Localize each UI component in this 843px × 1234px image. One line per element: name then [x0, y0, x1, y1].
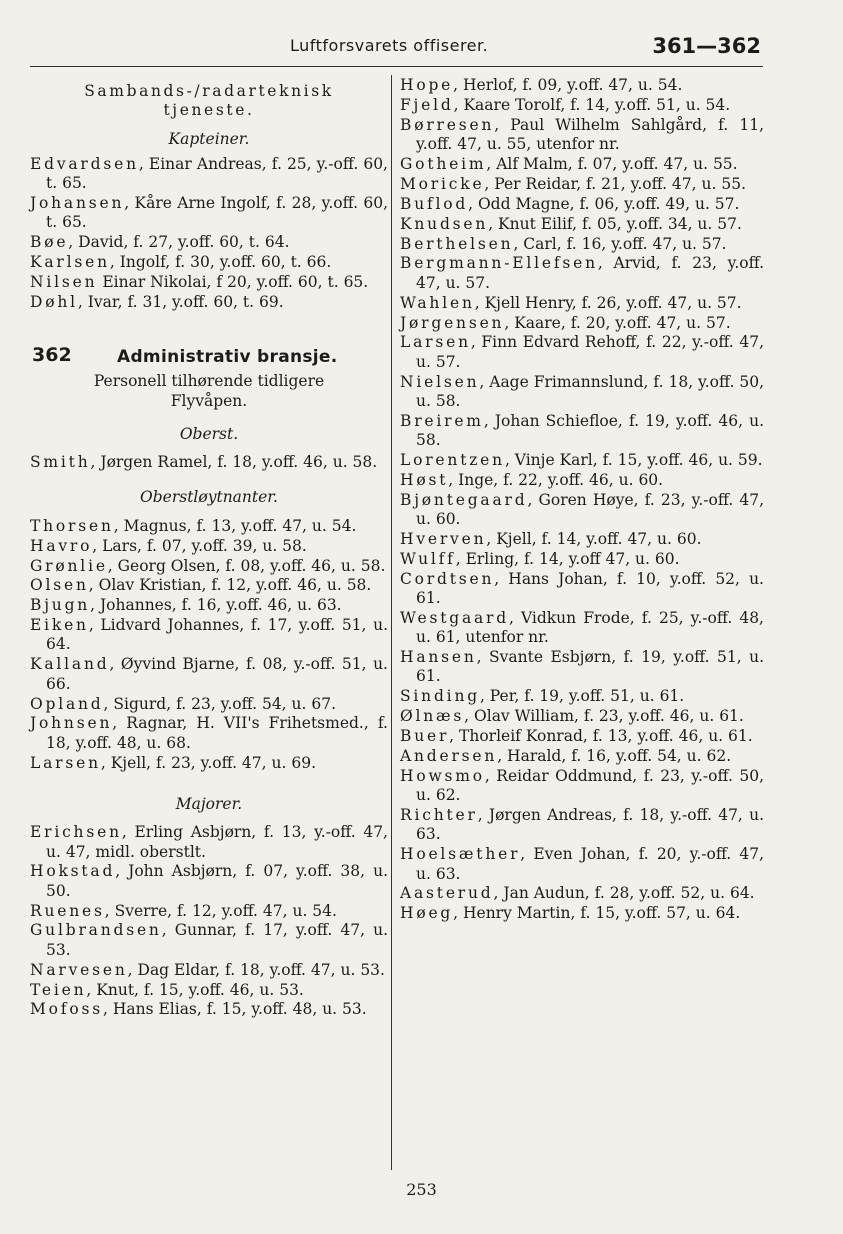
rank-heading-oberstloytnanter: Oberstløytnanter.	[140, 488, 278, 507]
officer-entry	[400, 648, 764, 687]
officer-entry	[400, 767, 764, 806]
officer-details: , Kåre Arne Ingolf, f. 28, y.off. 60, t. 65.	[46, 194, 388, 232]
officer-surname: Hverven	[400, 529, 487, 548]
officer-surname: Lorentzen	[400, 450, 505, 469]
officer-entry	[30, 233, 388, 252]
officer-entry	[400, 76, 764, 95]
right-column	[400, 76, 764, 924]
officer-entry	[30, 862, 388, 901]
rank-heading-kapteiner: Kapteiner.	[168, 129, 250, 148]
officer-entry	[400, 727, 764, 746]
officer-surname: Grønlie	[30, 556, 108, 575]
officer-surname: Mofoss	[30, 1000, 103, 1019]
officer-entry	[30, 981, 388, 1000]
officer-surname: Buflod	[400, 194, 469, 213]
officer-details: , Kaare Torolf, f. 14, y.off. 51, u. 54.	[453, 95, 731, 114]
officer-details: , Lars, f. 07, y.off. 39, u. 58.	[92, 536, 307, 555]
officer-surname: Buer	[400, 727, 450, 746]
officer-entry	[30, 537, 388, 556]
officer-entry	[400, 471, 764, 490]
section-number: 362	[32, 344, 72, 367]
officer-entry	[400, 451, 764, 470]
officer-details: , Lidvard Johannes, f. 17, y.off. 51, u. 64.	[46, 616, 388, 654]
section-subtitle-line1: Personell tilhørende tidligere	[93, 372, 325, 391]
officer-entry	[400, 687, 764, 706]
officer-details: , Dag Eldar, f. 18, y.off. 47, u. 53.	[127, 960, 385, 979]
officer-entry	[400, 747, 764, 766]
officer-entry	[30, 902, 388, 921]
officer-surname: Westgaard	[400, 608, 509, 627]
officer-entry	[30, 714, 388, 753]
officer-surname: Johnsen	[30, 714, 113, 733]
officer-details: , Vinje Karl, f. 15, y.off. 46, u. 59.	[504, 450, 763, 469]
majorer-continued-list	[400, 76, 764, 924]
officer-surname: Høeg	[400, 904, 454, 923]
officer-surname: Fjeld	[400, 95, 454, 114]
officer-details: , Ragnar, H. VII's Frihetsmed., f. 18, y.off. 48, u. 68.	[46, 714, 388, 752]
officer-surname: Høst	[400, 470, 449, 489]
officer-details: , Jan Audun, f. 28, y.off. 52, u. 64.	[493, 884, 755, 903]
officer-entry	[400, 609, 764, 648]
officer-surname: Wahlen	[400, 293, 475, 312]
officer-surname: Johansen	[30, 194, 125, 213]
officer-surname: Bergmann-Ellefsen	[400, 254, 598, 273]
officer-details: , Even Johan, f. 20, y.-off. 47, u. 63.	[416, 845, 764, 883]
officer-surname: Erichsen	[30, 823, 122, 842]
officer-surname: Aasterud	[400, 884, 494, 903]
officer-entry	[400, 175, 764, 194]
officer-details: , Ivar, f. 31, y.off. 60, t. 69.	[77, 292, 284, 311]
officer-entry	[30, 921, 388, 960]
officer-details: , Thorleif Konrad, f. 13, y.off. 46, u. 61.	[449, 727, 753, 746]
officer-details: , Johannes, f. 16, y.off. 46, u. 63.	[90, 596, 342, 615]
officer-surname: Hoelsæther	[400, 845, 521, 864]
officer-details: , Sigurd, f. 23, y.off. 54, u. 67.	[103, 694, 337, 713]
officer-entry	[400, 707, 764, 726]
officer-entry	[30, 273, 388, 292]
officer-surname: Edvardsen	[30, 154, 139, 173]
officer-entry	[400, 155, 764, 174]
officer-surname: Karlsen	[30, 253, 110, 272]
officer-entry	[30, 754, 388, 773]
officer-surname: Børresen	[400, 115, 495, 134]
officer-surname: Teien	[30, 980, 87, 999]
officer-details: , Olav William, f. 23, y.off. 46, u. 61.	[464, 707, 744, 726]
officer-details: , Gunnar, f. 17, y.off. 47, u. 53.	[46, 921, 388, 959]
officer-details: , Per, f. 19, y.off. 51, u. 61.	[479, 687, 685, 706]
officer-entry	[400, 845, 764, 884]
officer-entry	[400, 254, 764, 293]
officer-entry	[400, 806, 764, 845]
officer-details: , Aage Frimannslund, f. 18, y.off. 50, u. 58.	[416, 372, 764, 410]
officer-details: , Sverre, f. 12, y.off. 47, u. 54.	[104, 901, 337, 920]
officer-details: , Jørgen Ramel, f. 18, y.off. 46, u. 58.	[90, 453, 378, 472]
officer-details: , Paul Wilhelm Sahlgård, f. 11, y.off. 47, u. 55, utenfor nr.	[416, 115, 764, 154]
officer-surname: Larsen	[30, 753, 101, 772]
officer-details: , Arvid, f. 23, y.off. 47, u. 57.	[416, 254, 764, 292]
officer-entry	[400, 904, 764, 923]
officer-entry	[400, 195, 764, 214]
officer-details: , Erling Asbjørn, f. 13, y.-off. 47, u. 47, midl. oberstlt.	[46, 823, 388, 861]
officer-surname: Havro	[30, 536, 93, 555]
officer-details: , Hans Johan, f. 10, y.off. 52, u. 61.	[416, 569, 764, 607]
officer-surname: Bjugn	[30, 596, 91, 615]
officer-entry	[400, 491, 764, 530]
officer-entry	[30, 253, 388, 272]
officer-details: , Hans Elias, f. 15, y.off. 48, u. 53.	[102, 1000, 367, 1019]
officer-entry	[30, 596, 388, 615]
officer-details: , Erling, f. 14, y.off 47, u. 60.	[455, 549, 680, 568]
officer-entry	[30, 293, 388, 312]
officer-entry	[30, 961, 388, 980]
officer-surname: Wulff	[400, 549, 456, 568]
officer-entry	[30, 1000, 388, 1019]
officer-entry	[30, 517, 388, 536]
rank-heading-majorer: Majorer.	[175, 794, 243, 813]
officer-details: , Odd Magne, f. 06, y.off. 49, u. 57.	[468, 194, 740, 213]
officer-entry	[30, 453, 388, 472]
officer-entry	[400, 294, 764, 313]
officer-surname: Ølnæs	[400, 707, 465, 726]
officer-surname: Larsen	[400, 333, 471, 352]
officer-surname: Olsen	[30, 576, 89, 595]
officer-surname: Bjøntegaard	[400, 490, 528, 509]
officer-details: , Kaare, f. 20, y.off. 47, u. 57.	[504, 313, 731, 332]
officer-surname: Richter	[400, 806, 478, 825]
officer-details: , Carl, f. 16, y.off. 47, u. 57.	[513, 234, 727, 253]
officer-details: , Ingolf, f. 30, y.off. 60, t. 66.	[109, 253, 332, 272]
rank-heading-oberst: Oberst.	[179, 424, 239, 443]
officer-details: , David, f. 27, y.off. 60, t. 64.	[68, 233, 290, 252]
officer-surname: Smith	[30, 453, 91, 472]
officer-details: , Kjell Henry, f. 26, y.off. 47, u. 57.	[474, 293, 742, 312]
officer-details: , Herlof, f. 09, y.off. 47, u. 54.	[453, 76, 683, 94]
officer-surname: Hope	[400, 76, 454, 94]
officer-surname: Howsmo	[400, 766, 485, 785]
majorer-list	[30, 823, 388, 1020]
header-rule	[30, 66, 763, 67]
officer-entry	[400, 96, 764, 115]
officer-entry	[30, 557, 388, 576]
officer-details: , Knut Eilif, f. 05, y.off. 34, u. 57.	[488, 214, 742, 233]
officer-details: , Henry Martin, f. 15, y.off. 57, u. 64.	[453, 904, 741, 923]
kapteiner-list	[30, 155, 388, 312]
officer-entry	[30, 823, 388, 862]
officer-surname: Ruenes	[30, 901, 105, 920]
officer-entry	[400, 333, 764, 372]
officer-surname: Eiken	[30, 616, 89, 635]
officer-details: , Harald, f. 16, y.off. 54, u. 62.	[497, 746, 732, 765]
unit-title-line2: tjeneste.	[163, 101, 255, 120]
oberst-list	[30, 453, 388, 472]
officer-entry	[30, 616, 388, 655]
officer-entry	[400, 314, 764, 333]
officer-details: , Goren Høye, f. 23, y.-off. 47, u. 60.	[416, 490, 764, 529]
officer-details: , Finn Edvard Rehoff, f. 22, y.-off. 47, u. 57.	[416, 333, 764, 371]
section-heading	[30, 344, 388, 372]
officer-details: , Jørgen Andreas, f. 18, y.-off. 47, u. 63.	[416, 806, 764, 844]
officer-entry	[400, 373, 764, 412]
officer-details: , Knut, f. 15, y.off. 46, u. 53.	[86, 980, 304, 999]
officer-entry	[30, 695, 388, 714]
officer-details: , Kjell, f. 23, y.off. 47, u. 69.	[100, 753, 316, 772]
officer-details: , Øyvind Bjarne, f. 08, y.-off. 51, u. 66.	[46, 655, 388, 693]
officer-entry	[400, 116, 764, 155]
officer-entry	[400, 412, 764, 451]
officer-entry	[400, 570, 764, 609]
officer-details: , Per Reidar, f. 21, y.off. 47, u. 55.	[484, 174, 746, 193]
officer-entry	[30, 655, 388, 694]
page-number: 253	[406, 1180, 437, 1199]
column-divider	[391, 75, 392, 1170]
officer-surname: Hansen	[400, 648, 477, 667]
officer-surname: Gotheim	[400, 154, 487, 173]
officer-surname: Sinding	[400, 687, 480, 706]
page-header	[0, 36, 843, 66]
running-title: Luftforsvarets offiserer.	[290, 36, 489, 55]
section-range: 361—362	[652, 34, 761, 58]
officer-entry	[30, 576, 388, 595]
officer-surname: Andersen	[400, 746, 498, 765]
officer-surname: Thorsen	[30, 516, 114, 535]
section-title: Administrativ bransje.	[117, 347, 338, 368]
officer-surname: Døhl	[30, 292, 78, 311]
section-subtitle-line2: Flyvåpen.	[170, 391, 248, 410]
officer-details: , Svante Esbjørn, f. 19, y.off. 51, u. 61.	[416, 648, 764, 686]
officer-surname: Cordtsen	[400, 569, 495, 588]
officer-entry	[30, 194, 388, 233]
officer-details: , Magnus, f. 13, y.off. 47, u. 54.	[113, 516, 357, 535]
officer-surname: Gulbrandsen	[30, 921, 162, 940]
officer-surname: Berthelsen	[400, 234, 514, 253]
officer-surname: Breirem	[400, 411, 484, 430]
officer-details: , Georg Olsen, f. 08, y.off. 46, u. 58.	[107, 556, 386, 575]
officer-entry	[30, 155, 388, 194]
officer-details: Einar Nikolai, f 20, y.off. 60, t. 65.	[97, 273, 369, 292]
officer-surname: Nielsen	[400, 372, 480, 391]
officer-entry	[400, 550, 764, 569]
officer-details: , Inge, f. 22, y.off. 46, u. 60.	[448, 470, 664, 489]
officer-surname: Kalland	[30, 655, 110, 674]
officer-entry	[400, 215, 764, 234]
officer-details: , Olav Kristian, f. 12, y.off. 46, u. 58.	[88, 576, 372, 595]
officer-details: , Vidkun Frode, f. 25, y.-off. 48, u. 61, utenfor nr.	[416, 608, 764, 647]
oberstloytnanter-list	[30, 517, 388, 773]
officer-surname: Bøe	[30, 233, 69, 252]
officer-surname: Opland	[30, 694, 104, 713]
officer-details: , Reidar Oddmund, f. 23, y.-off. 50, u. 62.	[416, 766, 764, 805]
officer-details: , Einar Andreas, f. 25, y.-off. 60, t. 65.	[46, 154, 388, 193]
officer-details: , Kjell, f. 14, y.off. 47, u. 60.	[486, 529, 702, 548]
officer-details: , John Asbjørn, f. 07, y.off. 38, u. 50.	[46, 862, 388, 900]
officer-details: , Alf Malm, f. 07, y.off. 47, u. 55.	[486, 154, 738, 173]
unit-title-line1: Sambands-/radarteknisk	[84, 82, 334, 100]
left-column	[30, 82, 388, 1020]
officer-surname: Hokstad	[30, 862, 116, 881]
officer-entry	[400, 530, 764, 549]
officer-surname: Knudsen	[400, 214, 489, 233]
officer-surname: Jørgensen	[400, 313, 505, 332]
officer-surname: Nilsen	[30, 273, 98, 292]
officer-details: , Johan Schiefloe, f. 19, y.off. 46, u. 58.	[416, 411, 764, 450]
officer-entry	[400, 235, 764, 254]
officer-surname: Moricke	[400, 174, 485, 193]
officer-entry	[400, 884, 764, 903]
officer-surname: Narvesen	[30, 960, 128, 979]
